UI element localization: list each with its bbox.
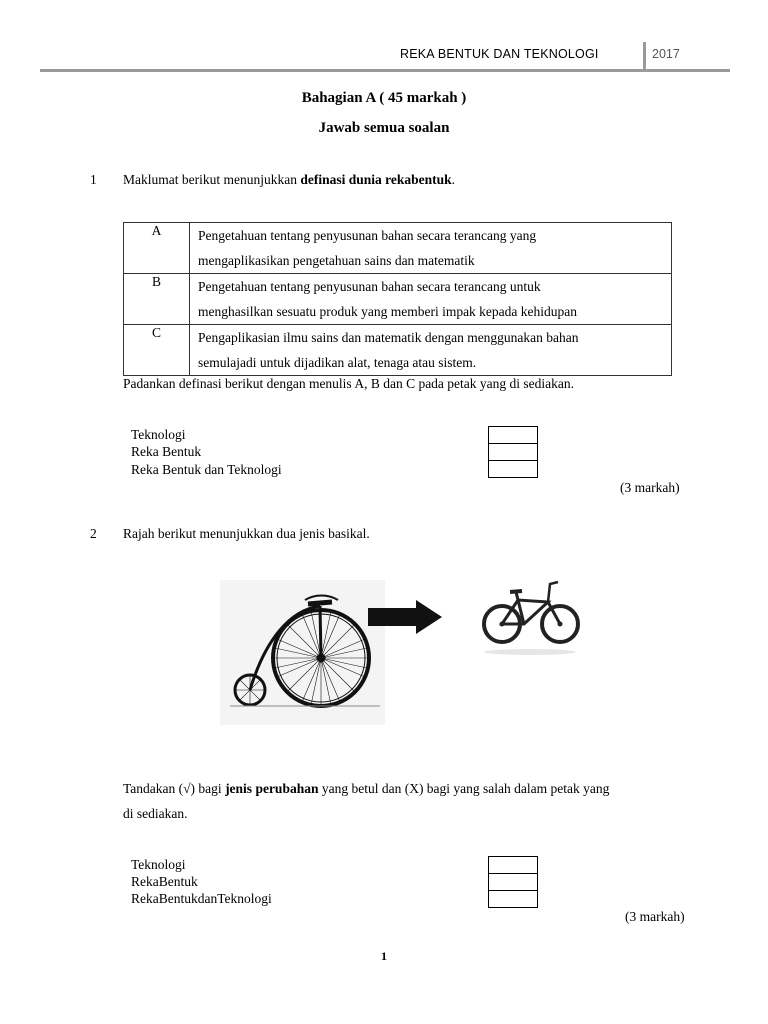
q1-item-rbt: Reka Bentuk dan Teknologi [131, 462, 282, 477]
q1-intro: Maklumat berikut menunjukkan definasi dunia rekabentuk. [123, 172, 456, 187]
q2-item-teknologi: Teknologi [131, 857, 186, 872]
q1-number: 1 [90, 172, 97, 187]
q1-marks: (3 markah) [620, 480, 680, 495]
q1-instruction: Padankan definasi berikut dengan menulis A, B dan C pada petak yang di sediakan. [123, 376, 575, 391]
answer-box[interactable] [488, 460, 538, 478]
answer-box[interactable] [488, 890, 538, 908]
answer-box[interactable] [488, 426, 538, 444]
row-definition: Pengetahuan tentang penyusunan bahan secara terancang untuk menghasilkan sesuatu produk yang memberi impak kepada kehidupan [190, 274, 672, 325]
row-key: B [124, 274, 190, 325]
page-number: 1 [381, 949, 387, 963]
answer-box[interactable] [488, 873, 538, 891]
table-row [124, 274, 672, 325]
q2-intro: Rajah berikut menunjukkan dua jenis basikal. [123, 526, 370, 541]
section-subtitle: Jawab semua soalan [318, 120, 450, 136]
header-year: 2017 [652, 47, 680, 61]
q2-item-rekabentuk: RekaBentuk [131, 874, 198, 889]
q2-instruction-line1: Tandakan (√) bagi jenis perubahan yang betul dan (X) bagi yang salah dalam petak yang [123, 781, 610, 796]
row-definition: Pengaplikasian ilmu sains dan matematik dengan menggunakan bahan semulajadi untuk dijadikan alat, tenaga atau sistem. [190, 325, 672, 376]
answer-box[interactable] [488, 856, 538, 874]
table-row [124, 223, 672, 274]
row-definition: Pengetahuan tentang penyusunan bahan secara terancang yang mengaplikasikan pengetahuan sains dan matematik [190, 223, 672, 274]
right-arrow-icon [368, 600, 443, 634]
answer-box[interactable] [488, 443, 538, 461]
header-rule [40, 69, 730, 72]
modern-bicycle-image [478, 572, 583, 657]
row-key: A [124, 223, 190, 274]
section-title: Bahagian A ( 45 markah ) [301, 90, 467, 106]
q1-item-teknologi: Teknologi [131, 427, 186, 442]
row-key: C [124, 325, 190, 376]
q2-marks: (3 markah) [625, 909, 685, 924]
header-divider [643, 42, 646, 72]
header-title: REKA BENTUK DAN TEKNOLOGI [400, 47, 599, 61]
q2-item-rbt: RekaBentukdanTeknologi [131, 891, 272, 906]
table-row [124, 325, 672, 376]
q2-number: 2 [90, 526, 97, 541]
definition-table [123, 222, 672, 376]
q2-instruction-line2: di sediakan. [123, 806, 188, 821]
penny-farthing-image [220, 580, 385, 725]
q1-item-reka-bentuk: Reka Bentuk [131, 444, 202, 459]
